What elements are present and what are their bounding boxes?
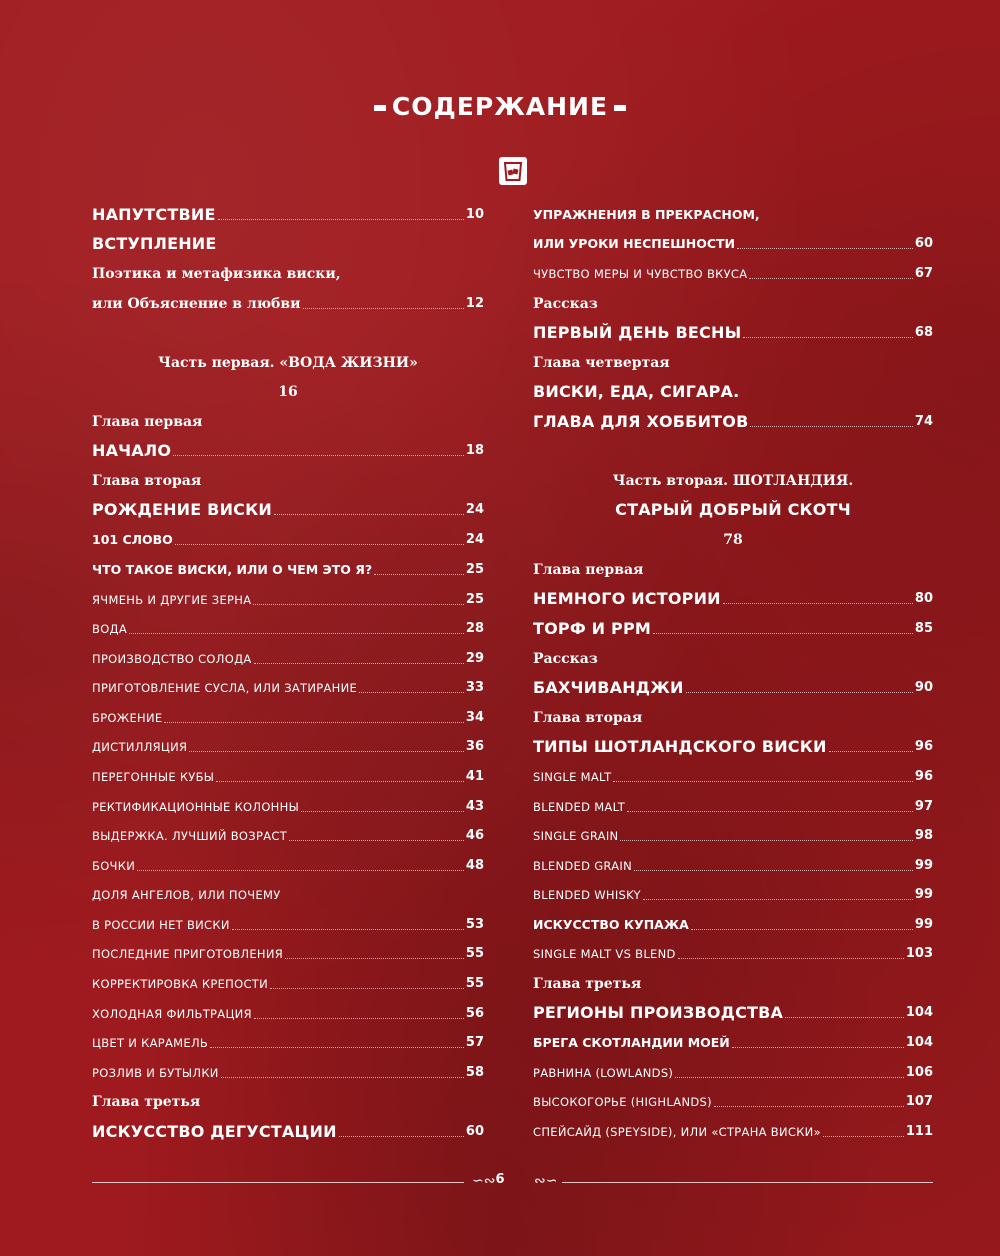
toc-entry-page: 24 xyxy=(465,502,484,517)
toc-entry-page: 96 xyxy=(914,739,933,754)
toc-entry-title: Часть вторая. ШОТЛАНДИЯ. xyxy=(612,473,854,489)
toc-entry-title: ЧУВСТВО МЕРЫ И ЧУВСТВО ВКУСА xyxy=(533,267,748,281)
dot-leader xyxy=(723,603,913,604)
toc-entry-title: ХОЛОДНАЯ ФИЛЬТРАЦИЯ xyxy=(92,1007,252,1021)
dot-leader xyxy=(613,781,912,782)
toc-entry-page: 99 xyxy=(914,858,933,873)
dot-leader xyxy=(359,692,464,693)
toc-entry xyxy=(92,411,484,433)
toc-entry xyxy=(533,707,933,729)
toc-entry xyxy=(533,322,933,344)
toc-entry-title: УПРАЖНЕНИЯ В ПРЕКРАСНОМ, xyxy=(533,207,760,222)
toc-entry xyxy=(533,973,933,995)
toc-entry xyxy=(92,618,484,640)
toc-entry-title: ИСКУССТВО ДЕГУСТАЦИИ xyxy=(92,1122,337,1141)
toc-entry-title: БРЕГА СКОТЛАНДИИ МОЕЙ xyxy=(533,1035,730,1050)
dot-leader xyxy=(216,781,464,782)
toc-entry xyxy=(533,293,933,315)
flourish-right-icon: ∾∽ xyxy=(534,1173,558,1189)
toc-entry xyxy=(92,677,484,699)
dot-leader xyxy=(175,544,464,545)
toc-entry xyxy=(533,352,933,374)
toc-entry-title: Глава вторая xyxy=(533,710,643,726)
toc-entry-title: НЕМНОГО ИСТОРИИ xyxy=(533,589,721,608)
dot-leader xyxy=(137,870,464,871)
dot-leader xyxy=(189,751,464,752)
toc-entry xyxy=(92,263,484,285)
dot-leader xyxy=(749,278,913,279)
toc-entry-page: 53 xyxy=(465,917,484,932)
toc-entry-page: 10 xyxy=(465,207,484,222)
dot-leader xyxy=(173,455,464,456)
toc-entry-title: ДОЛЯ АНГЕЛОВ, ИЛИ ПОЧЕМУ xyxy=(92,888,281,902)
toc-entry-page: 96 xyxy=(914,769,933,784)
toc-entry xyxy=(533,233,933,255)
toc-entry-title: BLENDED MALT xyxy=(533,800,626,814)
toc-entry xyxy=(533,1121,933,1143)
dot-leader xyxy=(254,663,464,664)
toc-entry xyxy=(92,1062,484,1084)
toc-entry xyxy=(533,943,933,965)
toc-entry xyxy=(533,204,933,226)
dot-leader xyxy=(620,840,912,841)
toc-entry-page: 48 xyxy=(465,858,484,873)
dot-leader xyxy=(643,899,913,900)
toc-entry-page: 24 xyxy=(465,532,484,547)
toc-entry-title: SINGLE MALT VS BLEND xyxy=(533,947,676,961)
toc-entry-title: Часть первая. «ВОДА ЖИЗНИ» xyxy=(158,355,418,371)
toc-entry-title: или Объяснение в любви xyxy=(92,296,301,312)
toc-entry-page: 60 xyxy=(465,1124,484,1139)
toc-entry-page: 99 xyxy=(914,887,933,902)
toc-entry-title: ЦВЕТ И КАРАМЕЛЬ xyxy=(92,1036,209,1050)
toc-entry-page: 33 xyxy=(465,680,484,695)
toc-entry xyxy=(92,1091,484,1113)
toc-entry-title: BLENDED WHISKY xyxy=(533,888,641,902)
dot-leader xyxy=(675,1077,904,1078)
toc-entry-title: Рассказ xyxy=(533,651,598,667)
dot-leader xyxy=(743,337,913,338)
toc-entry-title: SINGLE GRAIN xyxy=(533,829,619,843)
toc-entry-page: 18 xyxy=(465,443,484,458)
toc-entry-title: НАПУТСТВИЕ xyxy=(92,205,216,224)
toc-entry-title: Глава вторая xyxy=(92,473,202,489)
dot-leader xyxy=(691,929,913,930)
toc-entry xyxy=(533,884,933,906)
toc-entry xyxy=(92,855,484,877)
toc-entry xyxy=(92,1121,484,1143)
dot-leader xyxy=(221,1077,464,1078)
toc-entry-title: КОРРЕКТИРОВКА КРЕПОСТИ xyxy=(92,977,269,991)
toc-entry xyxy=(533,411,933,433)
toc-entry xyxy=(92,825,484,847)
toc-entry-title: РЕГИОНЫ ПРОИЗВОДСТВА xyxy=(533,1003,784,1022)
toc-entry xyxy=(92,381,484,403)
toc-entry-page: 25 xyxy=(465,562,484,577)
dot-leader xyxy=(750,426,912,427)
toc-entry xyxy=(533,588,933,610)
toc-entry-title: Поэтика и метафизика виски, xyxy=(92,266,341,282)
toc-entry-title: ВЫДЕРЖКА. ЛУЧШИЙ ВОЗРАСТ xyxy=(92,829,288,843)
dot-leader xyxy=(289,840,464,841)
toc-entry-page: 90 xyxy=(914,680,933,695)
toc-entry xyxy=(92,499,484,521)
toc-entry-title: ВСТУПЛЕНИЕ xyxy=(92,234,217,253)
dot-leader xyxy=(232,929,464,930)
toc-entry-page: 41 xyxy=(465,769,484,784)
toc-entry-title: ПОСЛЕДНИЕ ПРИГОТОВЛЕНИЯ xyxy=(92,947,284,961)
toc-entry-title: ПРИГОТОВЛЕНИЕ СУСЛА, ИЛИ ЗАТИРАНИЕ xyxy=(92,681,358,695)
toc-entry-title: ЯЧМЕНЬ И ДРУГИЕ ЗЕРНА xyxy=(92,593,252,607)
toc-entry-page: 29 xyxy=(465,651,484,666)
toc-entry-title: ПЕРВЫЙ ДЕНЬ ВЕСНЫ xyxy=(533,323,742,342)
toc-entry xyxy=(92,1032,484,1054)
toc-entry xyxy=(533,677,933,699)
page-number: 6 xyxy=(495,1172,505,1187)
toc-entry-page: 98 xyxy=(914,828,933,843)
toc-entry-page: 55 xyxy=(465,946,484,961)
toc-entry-page: 57 xyxy=(465,1035,484,1050)
dot-leader xyxy=(285,958,464,959)
dot-leader xyxy=(823,1136,904,1137)
dot-leader xyxy=(218,219,464,220)
toc-entry-title: Глава третья xyxy=(92,1094,201,1110)
toc-entry-page: 12 xyxy=(465,296,484,311)
toc-entry xyxy=(92,914,484,936)
dot-leader xyxy=(737,248,913,249)
toc-entry-page: 28 xyxy=(465,621,484,636)
toc-entry-title: ЧТО ТАКОЕ ВИСКИ, ИЛИ О ЧЕМ ЭТО Я? xyxy=(92,562,373,577)
dot-leader xyxy=(339,1136,464,1137)
whisky-glass-icon xyxy=(498,156,528,186)
toc-entry xyxy=(92,352,484,374)
dot-leader xyxy=(374,574,464,575)
toc-entry xyxy=(533,766,933,788)
title-dash-left xyxy=(374,105,386,111)
toc-entry-title: БАХЧИВАНДЖИ xyxy=(533,678,684,697)
toc-entry xyxy=(533,1032,933,1054)
toc-entry-title: НАЧАЛО xyxy=(92,441,172,460)
dot-leader xyxy=(301,811,464,812)
dot-leader xyxy=(129,633,464,634)
dot-leader xyxy=(627,811,913,812)
dot-leader xyxy=(253,604,464,605)
toc-entry-title: ПРОИЗВОДСТВО СОЛОДА xyxy=(92,652,252,666)
dot-leader xyxy=(634,870,913,871)
toc-entry xyxy=(533,618,933,640)
toc-entry xyxy=(533,470,933,492)
toc-entry-page: 55 xyxy=(465,976,484,991)
toc-entry xyxy=(533,559,933,581)
dot-leader xyxy=(785,1017,904,1018)
toc-entry xyxy=(533,263,933,285)
toc-entry-title: ВИСКИ, ЕДА, СИГАРА. xyxy=(533,382,740,401)
toc-entry xyxy=(92,796,484,818)
toc-entry xyxy=(92,529,484,551)
dot-leader xyxy=(270,988,464,989)
toc-entry-title: ИЛИ УРОКИ НЕСПЕШНОСТИ xyxy=(533,236,735,251)
toc-entry-title: РОЗЛИВ И БУТЫЛКИ xyxy=(92,1066,219,1080)
toc-entry xyxy=(92,884,484,906)
toc-entry-page: 34 xyxy=(465,710,484,725)
toc-entry-title: ВОДА xyxy=(92,622,127,636)
toc-entry xyxy=(533,1091,933,1113)
toc-entry xyxy=(92,293,484,315)
page-title-text: СОДЕРЖАНИЕ xyxy=(391,92,609,121)
toc-entry-title: Глава первая xyxy=(533,562,644,578)
toc-entry xyxy=(533,796,933,818)
toc-entry xyxy=(533,914,933,936)
toc-entry-page: 56 xyxy=(465,1006,484,1021)
toc-entry xyxy=(533,855,933,877)
toc-entry-page: 104 xyxy=(905,1035,933,1050)
title-dash-right xyxy=(614,105,626,111)
toc-entry-title: Рассказ xyxy=(533,296,598,312)
toc-entry-title: ПЕРЕГОННЫЕ КУБЫ xyxy=(92,770,215,784)
dot-leader xyxy=(164,722,463,723)
toc-entry-page: 104 xyxy=(905,1005,933,1020)
toc-entry-page: 46 xyxy=(465,828,484,843)
dot-leader xyxy=(686,692,913,693)
toc-entry-page: 80 xyxy=(914,591,933,606)
toc-entry xyxy=(533,1002,933,1024)
toc-entry-page: 74 xyxy=(914,414,933,429)
toc-entry-page: 60 xyxy=(914,236,933,251)
dot-leader xyxy=(210,1047,464,1048)
toc-entry-page: 25 xyxy=(465,592,484,607)
toc-entry-title: 78 xyxy=(723,532,743,548)
toc-entry-title: ГЛАВА ДЛЯ ХОББИТОВ xyxy=(533,412,749,431)
toc-entry-title: BLENDED GRAIN xyxy=(533,859,632,873)
toc-entry xyxy=(92,589,484,611)
toc-entry-page: 97 xyxy=(914,799,933,814)
toc-entry-page: 106 xyxy=(905,1065,933,1080)
toc-entry-title: SINGLE MALT xyxy=(533,770,612,784)
dot-leader xyxy=(678,958,904,959)
toc-entry xyxy=(92,204,484,226)
toc-entry-title: Глава четвертая xyxy=(533,355,670,371)
toc-entry-title: РЕКТИФИКАЦИОННЫЕ КОЛОННЫ xyxy=(92,800,300,814)
toc-entry xyxy=(533,499,933,521)
toc-entry xyxy=(533,381,933,403)
toc-entry-title: СПЕЙСАЙД (SPEYSIDE), ИЛИ «СТРАНА ВИСКИ» xyxy=(533,1125,821,1139)
toc-entry xyxy=(533,648,933,670)
toc-entry-title: Глава первая xyxy=(92,414,203,430)
toc-entry xyxy=(92,559,484,581)
toc-entry xyxy=(533,736,933,758)
toc-entry-page: 58 xyxy=(465,1065,484,1080)
dot-leader xyxy=(829,751,913,752)
dot-leader xyxy=(714,1106,904,1107)
toc-entry xyxy=(92,707,484,729)
toc-entry-title: В РОССИИ НЕТ ВИСКИ xyxy=(92,918,230,932)
toc-entry xyxy=(92,440,484,462)
toc-entry-title: 101 СЛОВО xyxy=(92,532,173,547)
toc-entry-page: 107 xyxy=(905,1094,933,1109)
toc-entry xyxy=(533,529,933,551)
toc-entry-page: 43 xyxy=(465,799,484,814)
toc-entry-title: ТОРФ И PPM xyxy=(533,619,652,638)
toc-entry xyxy=(533,1062,933,1084)
dot-leader xyxy=(274,514,464,515)
toc-entry xyxy=(92,648,484,670)
toc-entry xyxy=(533,825,933,847)
toc-entry xyxy=(92,973,484,995)
toc-entry xyxy=(92,943,484,965)
flourish-left-icon: ∽∾ xyxy=(472,1173,496,1189)
toc-entry-title: 16 xyxy=(278,384,298,400)
dot-leader xyxy=(732,1047,904,1048)
toc-entry-page: 103 xyxy=(905,946,933,961)
toc-entry-page: 85 xyxy=(914,621,933,636)
toc-entry xyxy=(92,233,484,255)
toc-entry xyxy=(92,736,484,758)
dot-leader xyxy=(303,308,464,309)
toc-entry-title: РОЖДЕНИЕ ВИСКИ xyxy=(92,500,272,519)
toc-entry-page: 36 xyxy=(465,739,484,754)
toc-entry-page: 111 xyxy=(905,1124,933,1139)
toc-entry-page: 67 xyxy=(914,266,933,281)
dot-leader xyxy=(653,633,913,634)
toc-entry xyxy=(92,1003,484,1025)
toc-entry-title: ТИПЫ ШОТЛАНДСКОГО ВИСКИ xyxy=(533,737,827,756)
toc-entry-title: БОЧКИ xyxy=(92,859,136,873)
toc-entry xyxy=(92,470,484,492)
toc-entry-title: СТАРЫЙ ДОБРЫЙ СКОТЧ xyxy=(615,500,851,519)
toc-entry-title: РАВНИНА (LOWLANDS) xyxy=(533,1066,674,1080)
dot-leader xyxy=(254,1018,464,1019)
toc-entry-page: 68 xyxy=(914,325,933,340)
toc-entry-title: БРОЖЕНИЕ xyxy=(92,711,163,725)
toc-entry-title: ВЫСОКОГОРЬЕ (HIGHLANDS) xyxy=(533,1095,712,1109)
toc-entry-title: ДИСТИЛЛЯЦИЯ xyxy=(92,740,188,754)
page-title xyxy=(0,92,1000,121)
toc-entry-page: 99 xyxy=(914,917,933,932)
toc-entry xyxy=(92,766,484,788)
toc-entry-title: ИСКУССТВО КУПАЖА xyxy=(533,917,689,932)
toc-entry-title: Глава третья xyxy=(533,976,642,992)
